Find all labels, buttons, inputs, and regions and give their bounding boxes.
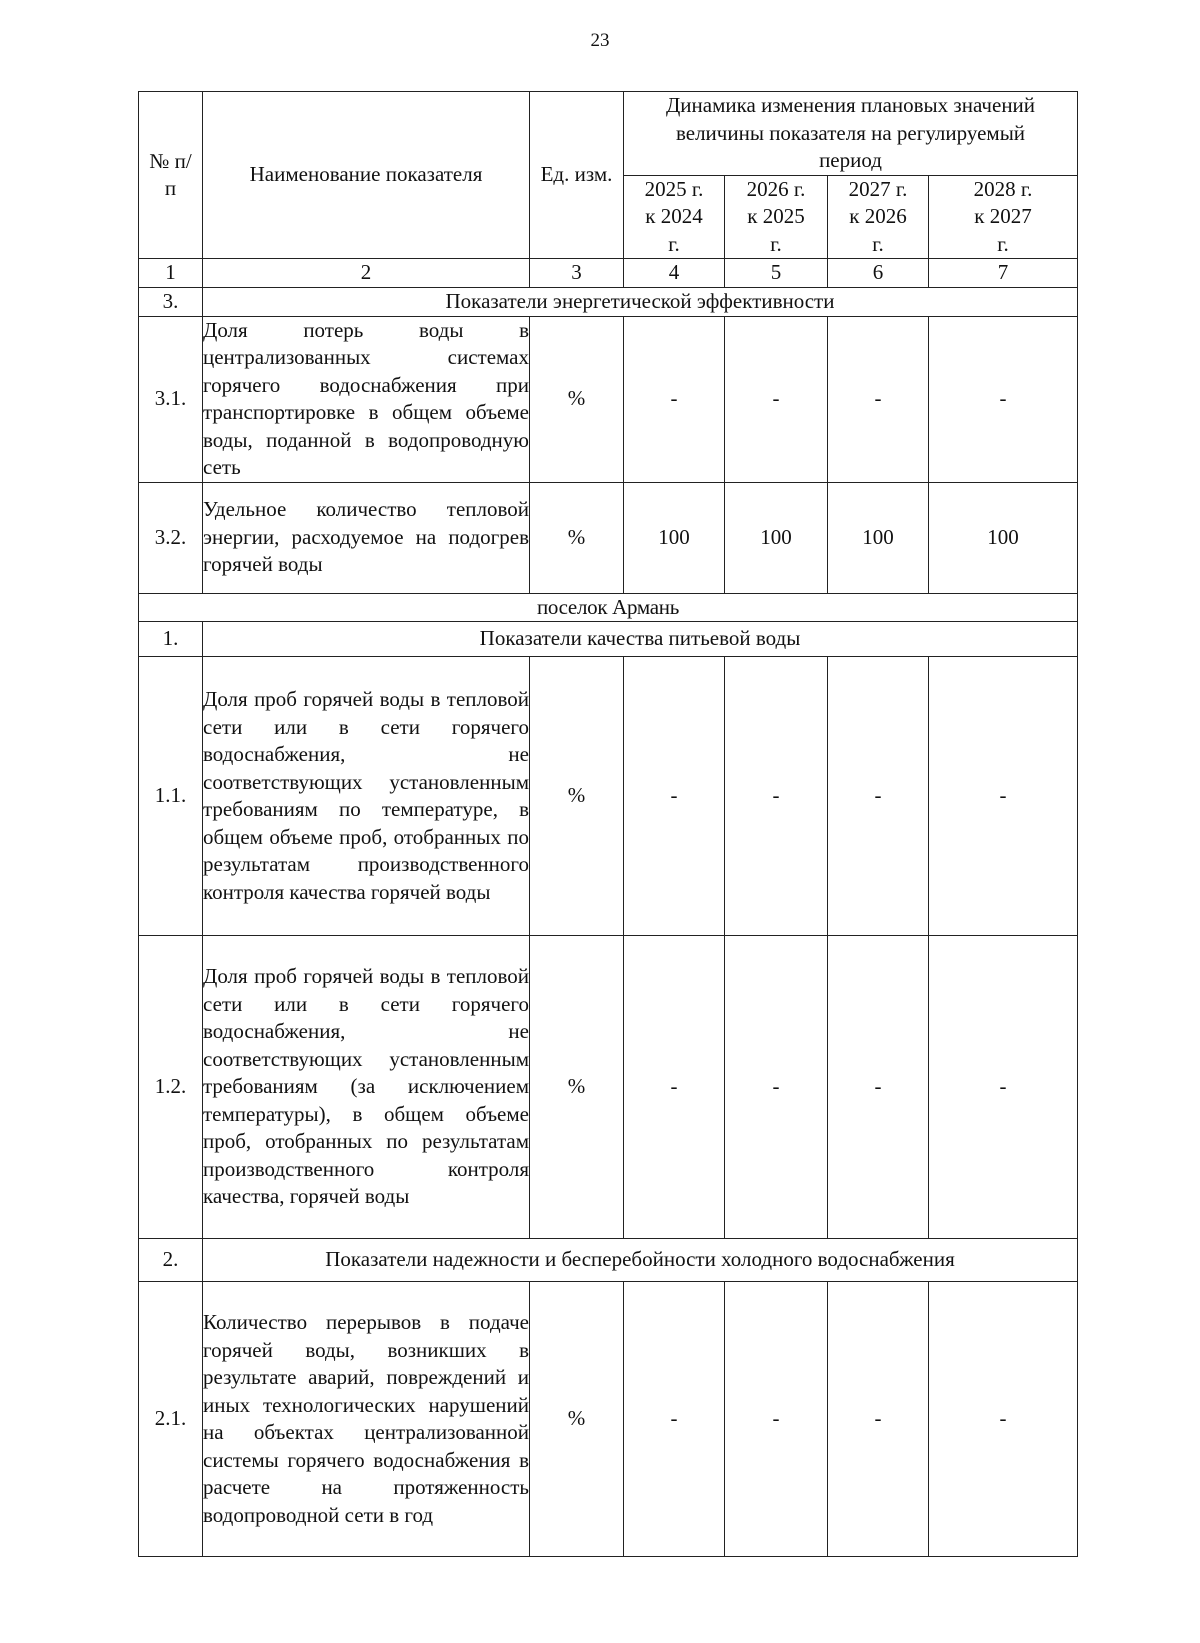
value-cell: -: [624, 936, 725, 1239]
value-cell: -: [725, 657, 828, 936]
indicator-name: Доля проб горячей воды в тепловой сети или в сети горячего водоснабжения, не соответствующих установленным требованиям по температуре, в общем объеме проб, отобранных по результатам производственного контроля качества горячей воды: [203, 657, 530, 936]
header-unit: Ед. изм.: [530, 92, 624, 259]
row-number: 3.1.: [139, 316, 203, 482]
unit-cell: %: [530, 936, 624, 1239]
table-row: [139, 657, 1078, 936]
table-row: [139, 316, 1078, 482]
value-cell: -: [624, 1282, 725, 1557]
column-number: 5: [725, 259, 828, 288]
value-cell: -: [929, 936, 1078, 1239]
column-number: 2: [203, 259, 530, 288]
column-number: 3: [530, 259, 624, 288]
value-cell: -: [828, 1282, 929, 1557]
indicators-table: [138, 91, 1078, 1557]
unit-cell: %: [530, 657, 624, 936]
header-dynamics: Динамика изменения плановых значений величины показателя на регулируемый период: [624, 92, 1078, 176]
row-number: 1.1.: [139, 657, 203, 936]
header-row: [139, 92, 1078, 176]
header-name: Наименование показателя: [203, 92, 530, 259]
value-cell: -: [828, 936, 929, 1239]
unit-cell: %: [530, 316, 624, 482]
value-cell: -: [725, 936, 828, 1239]
section-row: [139, 622, 1078, 657]
section-number: 2.: [139, 1239, 203, 1282]
row-number: 3.2.: [139, 482, 203, 593]
header-period: 2028 г. к 2027 г.: [929, 175, 1078, 259]
value-cell: 100: [929, 482, 1078, 593]
indicator-name: Доля проб горячей воды в тепловой сети или в сети горячего водоснабжения, не соответствующих установленным требованиям (за исключением температуры), в общем объеме проб, отобранных по результатам производственного контроля качества, горячей воды: [203, 936, 530, 1239]
table-row: [139, 1282, 1078, 1557]
row-number: 2.1.: [139, 1282, 203, 1557]
value-cell: -: [725, 316, 828, 482]
value-cell: -: [624, 657, 725, 936]
unit-cell: %: [530, 1282, 624, 1557]
value-cell: -: [929, 657, 1078, 936]
value-cell: -: [929, 1282, 1078, 1557]
column-numbers-row: [139, 259, 1078, 288]
header-period: 2027 г. к 2026 г.: [828, 175, 929, 259]
value-cell: 100: [725, 482, 828, 593]
section-number: 3.: [139, 287, 203, 316]
indicator-name: Доля потерь воды в централизованных системах горячего водоснабжения при транспортировке в общем объеме воды, поданной в водопроводную сеть: [203, 316, 530, 482]
page-number: 23: [590, 30, 610, 51]
indicator-name: Удельное количество тепловой энергии, расходуемое на подогрев горячей воды: [203, 482, 530, 593]
section-title: Показатели надежности и бесперебойности холодного водоснабжения: [203, 1239, 1078, 1282]
value-cell: -: [828, 657, 929, 936]
unit-cell: %: [530, 482, 624, 593]
section-title: Показатели энергетической эффективности: [203, 287, 1078, 316]
value-cell: -: [725, 1282, 828, 1557]
value-cell: -: [828, 316, 929, 482]
locality-title: поселок Армань: [139, 593, 1078, 622]
value-cell: 100: [624, 482, 725, 593]
column-number: 1: [139, 259, 203, 288]
locality-row: [139, 593, 1078, 622]
row-number: 1.2.: [139, 936, 203, 1239]
section-title: Показатели качества питьевой воды: [203, 622, 1078, 657]
value-cell: 100: [828, 482, 929, 593]
header-period: 2025 г. к 2024 г.: [624, 175, 725, 259]
indicator-name: Количество перерывов в подаче горячей воды, возникших в результате аварий, повреждений и иных технологических нарушений на объектах централизованной системы горячего водоснабжения в расчете на протяженность водопроводной сети в год: [203, 1282, 530, 1557]
column-number: 7: [929, 259, 1078, 288]
table-row: [139, 482, 1078, 593]
table-row: [139, 936, 1078, 1239]
value-cell: -: [624, 316, 725, 482]
value-cell: -: [929, 316, 1078, 482]
column-number: 4: [624, 259, 725, 288]
section-row: [139, 287, 1078, 316]
column-number: 6: [828, 259, 929, 288]
section-row: [139, 1239, 1078, 1282]
section-number: 1.: [139, 622, 203, 657]
header-period: 2026 г. к 2025 г.: [725, 175, 828, 259]
header-num: № п/п: [139, 92, 203, 259]
